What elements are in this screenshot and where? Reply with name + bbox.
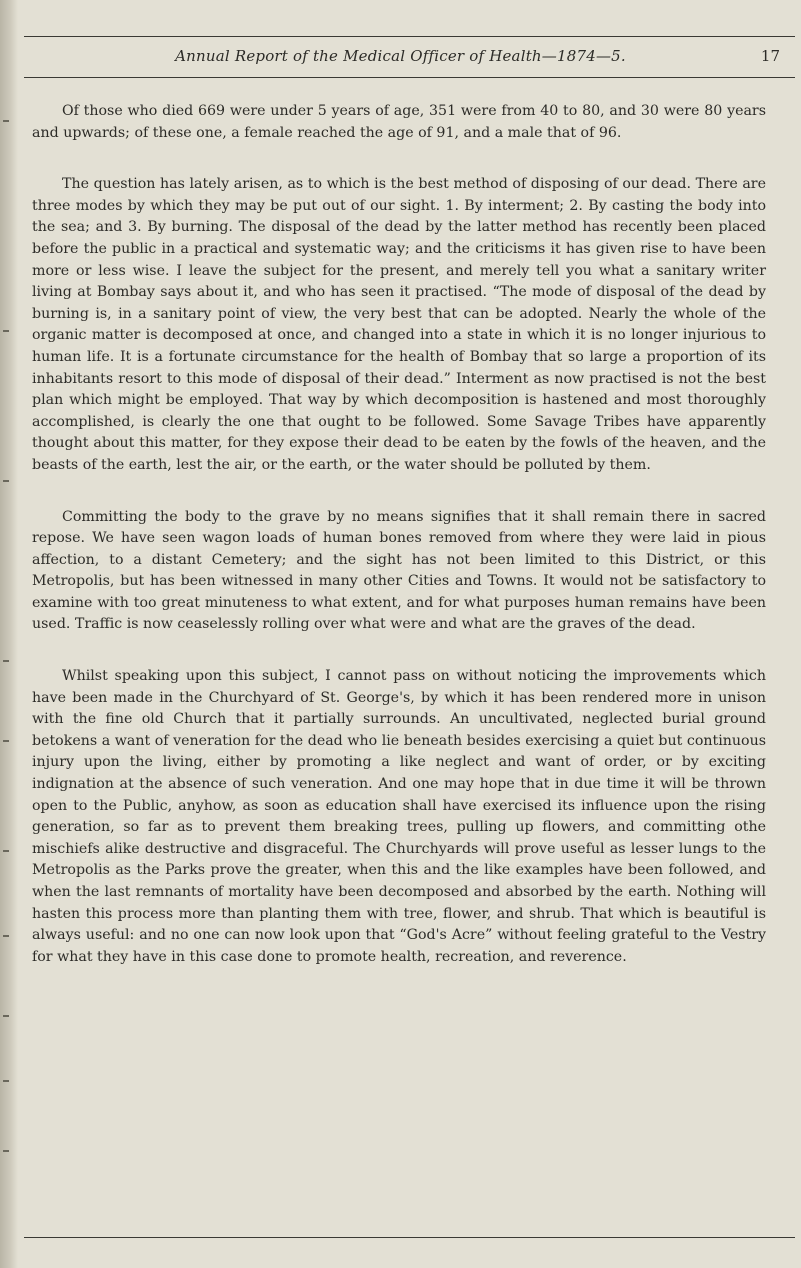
page-number: 17 <box>760 47 780 65</box>
footer-rule <box>24 1237 795 1238</box>
header-top-rule <box>24 36 795 37</box>
header-bottom-rule <box>24 77 795 78</box>
paragraph-mortality-ages: Of those who died 669 were under 5 years of age, 351 were from 40 to 80, and 30 were 80 years and upwards; of these one, a female reached the age of 91, and a male that of 96. <box>32 103 766 141</box>
paragraph-churchyard: Whilst speaking upon this subject, I cannot pass on without noticing the improvements which have been made in the Churchyard of St. George's, by which it has been rendered more in unison with the fine old Church that it partially surrounds. An uncultivated, neglected burial ground betokens a want of veneration for the dead who lie beneath besides exercising a quiet but continuous injury upon the living, either by promoting a like neglect and want of order, or by exciting indignation at the absence of such veneration. And one may hope that in due time it will be thrown open to the Public, anyhow, as soon as education shall have exercised its influence upon the rising generation, so far as to prevent them breaking trees, pulling up flowers, and committing othe mischiefs alike destructive and disgraceful. The Churchyards will prove useful as lesser lungs to the Metropolis as the Parks prove the greater, when this and the like examples have been followed, and when the last remnants of mortality have been decomposed and absorbed by the earth. Nothing will hasten this process more than planting them with tree, flower, and shrub. That which is beautiful is always useful: and no one can now look upon that “God's Acre” without feeling grateful to the Vestry for what they have in this case done to promote health, recreation, and reverence. <box>32 668 766 965</box>
running-title: Annual Report of the Medical Officer of Health—1874—5. <box>175 47 626 65</box>
paragraph-grave-repose: Committing the body to the grave by no means signifies that it shall remain there in sacred repose. We have seen wagon loads of human bones removed from where they were laid in pious affection, to a distant Cemetery; and the sight has not been limited to this District, or this Metropolis, but has been witnessed in many other Cities and Towns. It would not be satisfactory to examine with too great minuteness to what extent, and for what purposes human remains have been used. Traffic is now ceaselessly rolling over what were and what are the graves of the dead. <box>32 508 766 633</box>
body-text <box>32 101 766 998</box>
paragraph-disposal-methods: The question has lately arisen, as to which is the best method of disposing of our dead. There are three modes by which they may be put out of our sight. 1. By interment; 2. By casting the body into the sea; and 3. By burning. The disposal of the dead by the latter method has recently been placed before the public in a practical and systematic way; and the criticisms it has given rise to have been more or less wise. I leave the subject for the present, and merely tell you what a sanitary writer living at Bombay says about it, and who has seen it practised. “The mode of disposal of the dead by burning is, in a sanitary point of view, the very best that can be adopted. Nearly the whole of the organic matter is decomposed at once, and changed into a state in which it is no longer injurious to human life. It is a fortunate circumstance for the health of Bombay that so large a proportion of its inhabitants resort to this mode of disposal of their dead.” Interment as now practised is not the best plan which might be employed. That way by which decomposition is hastened and most thoroughly accomplished, is clearly the one that ought to be followed. Some Savage Tribes have apparently thought about this matter, for they expose their dead to be eaten by the fowls of the heaven, and the beasts of the earth, lest the air, or the earth, or the water should be polluted by them. <box>32 176 766 473</box>
page-binding-edge <box>0 0 18 1268</box>
